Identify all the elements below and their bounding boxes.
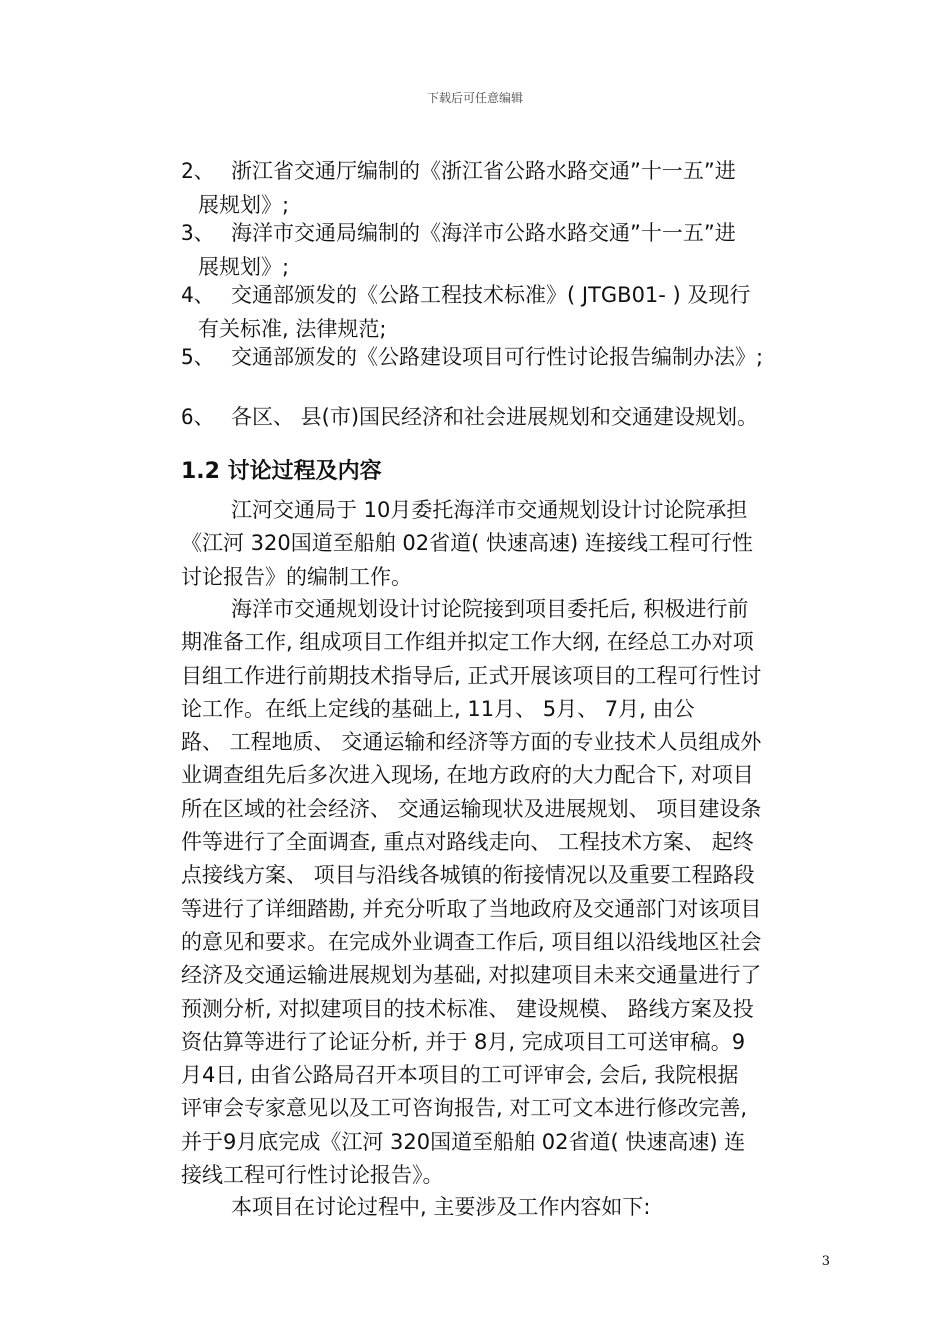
item-text: 海洋市交通局编制的《海洋市公路水路交通”十一五”进 — [231, 221, 736, 245]
item-text: 浙江省交通厅编制的《浙江省公路水路交通”十一五”进 — [231, 159, 736, 183]
reference-item-6 — [181, 400, 841, 434]
paragraph-line: 目组工作进行前期技术指导后, 正式开展该项目的工程可行性讨 — [181, 663, 762, 688]
paragraph-3 — [181, 1191, 831, 1224]
paragraph-line: 预测分析, 对拟建项目的技术标准、 建设规模、 路线方案及投 — [181, 996, 754, 1021]
page-number: 3 — [821, 1254, 830, 1269]
paragraph-line: 经济及交通运输进展规划为基础, 对拟建项目未来交通量进行了 — [181, 963, 762, 988]
paragraph-line: 路、 工程地质、 交通运输和经济等方面的专业技术人员组成外 — [181, 730, 762, 755]
item-number: 3、 — [181, 221, 215, 245]
paragraph-line: 所在区域的社会经济、 交通运输现状及进展规划、 项目建设条 — [181, 796, 762, 821]
paragraph-line: 资估算等进行了论证分析, 并于 8月, 完成项目工可送审稿。9 — [181, 1029, 746, 1054]
paragraph-line: 期准备工作, 组成项目工作组并拟定工作大纲, 在经总工办对项 — [181, 630, 754, 655]
paragraph-1 — [181, 494, 831, 594]
paragraph-line: 业调查组先后多次进入现场, 在地方政府的大力配合下, 对项目 — [181, 763, 754, 788]
item-number: 4、 — [181, 283, 215, 307]
reference-item-4 — [181, 278, 841, 346]
item-text: 各区、 县(市)国民经济和社会进展规划和交通建设规划。 — [231, 405, 759, 429]
section-heading: 1.2 讨论过程及内容 — [181, 459, 382, 484]
item-text-cont: 有关标准, 法律规范; — [198, 317, 387, 341]
item-text: 交通部颁发的《公路工程技术标准》( JTGB01- ) 及现行 — [231, 283, 751, 307]
paragraph-line: 接线工程可行性讨论报告》。 — [181, 1163, 444, 1188]
item-text-cont: 展规划》; — [198, 193, 290, 217]
paragraph-line: 点接线方案、 项目与沿线各城镇的衔接情况以及重要工程路段 — [181, 863, 755, 888]
paragraph-line: 海洋市交通规划设计讨论院接到项目委托后, 积极进行前 — [231, 597, 749, 621]
item-text-cont: 展规划》; — [198, 255, 290, 279]
paragraph-line: 并于9月底完成《江河 320国道至船舶 02省道( 快速高速) 连 — [181, 1129, 746, 1154]
item-number: 5、 — [181, 345, 215, 369]
paragraph-line: 讨论报告》的编制工作。 — [181, 564, 412, 589]
paragraph-line: 江河交通局于 10月委托海洋市交通规划设计讨论院承担 — [231, 498, 748, 522]
reference-item-2 — [181, 154, 841, 222]
paragraph-line: 等进行了详细踏勘, 并充分听取了当地政府及交通部门对该项目 — [181, 896, 762, 921]
paragraph-line: 评审会专家意见以及工可咨询报告, 对工可文本进行修改完善, — [181, 1096, 748, 1121]
paragraph-2 — [181, 593, 831, 1192]
paragraph-line: 件等进行了全面调查, 重点对路线走向、 工程技术方案、 起终 — [181, 830, 754, 855]
page-header: 下载后可任意编辑 — [426, 91, 523, 105]
item-number: 2、 — [181, 159, 215, 183]
paragraph-line: 月4日, 由省公路局召开本项目的工可评审会, 会后, 我院根据 — [181, 1063, 739, 1088]
item-number: 6、 — [181, 405, 215, 429]
reference-item-3 — [181, 216, 841, 284]
reference-item-5 — [181, 340, 841, 374]
paragraph-line: 本项目在讨论过程中, 主要涉及工作内容如下: — [231, 1195, 651, 1219]
paragraph-line: 的意见和要求。在完成外业调查工作后, 项目组以沿线地区社会 — [181, 929, 762, 954]
paragraph-line: 《江河 320国道至船舶 02省道( 快速高速) 连接线工程可行性 — [181, 531, 753, 556]
paragraph-line: 论工作。在纸上定线的基础上, 11月、 5月、 7月, 由公 — [181, 696, 695, 721]
item-text: 交通部颁发的《公路建设项目可行性讨论报告编制办法》; — [231, 345, 764, 369]
